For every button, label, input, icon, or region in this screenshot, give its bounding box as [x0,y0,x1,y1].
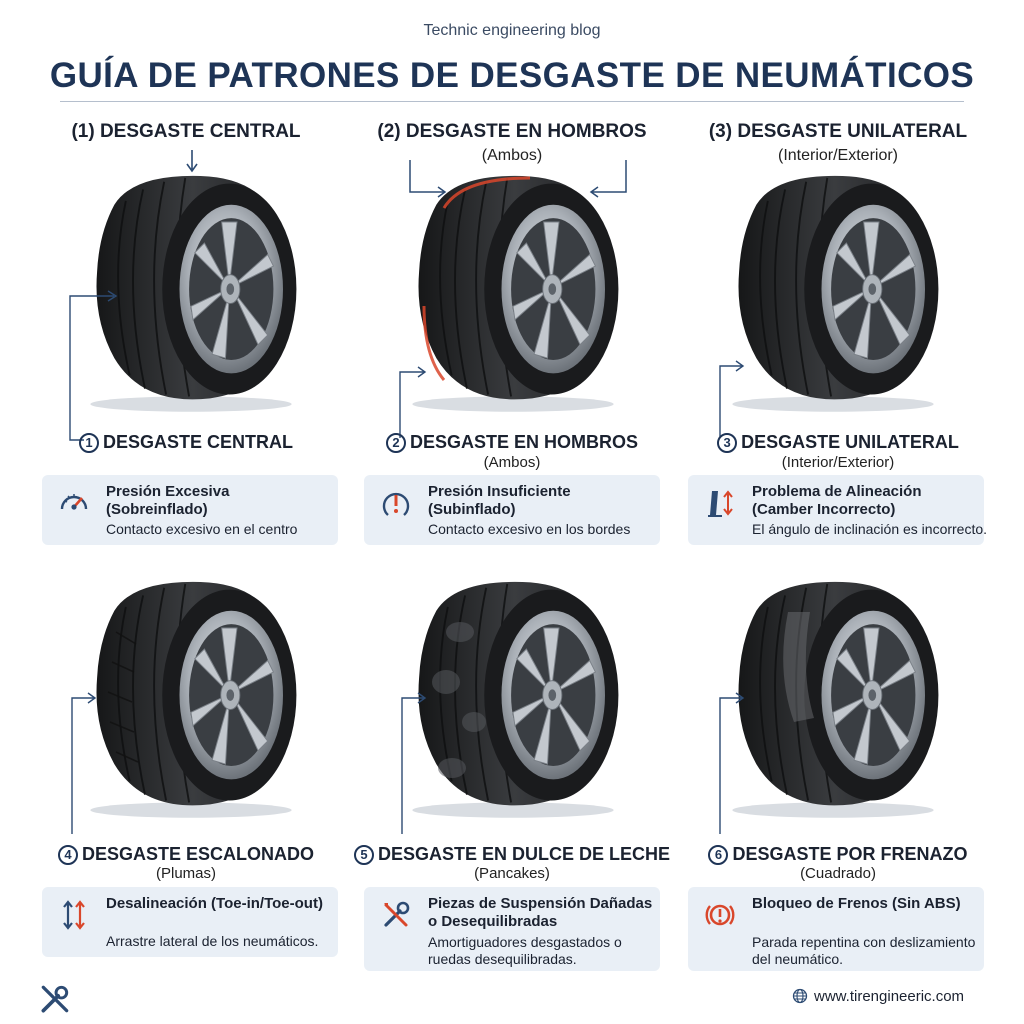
pointer-line-icon [64,288,124,448]
wrench-screwdriver-icon [380,899,412,931]
pattern-6-description: Parada repentina con deslizamiento del neumático. [752,934,976,967]
pattern-3-cause: Problema de Alineación (Camber Incorrecto) [752,483,922,518]
pattern-1-cause: Presión Excesiva (Sobreinflado) [106,483,230,518]
pattern-1-number: 1 [79,433,99,453]
pattern-2-description: Contacto excesivo en los bordes [428,521,631,537]
pattern-1-label [26,431,346,453]
footer-website[interactable] [792,988,964,1005]
pointer-line-icon [64,690,104,840]
tire-image-feathering-wear [76,572,306,822]
pattern-1-cause-card [42,475,338,545]
pattern-6-number: 6 [708,845,728,865]
pattern-5-cause-card [364,887,660,971]
pattern-2-label-text: DESGASTE EN HOMBROS [409,432,639,452]
pattern-4-cause: Desalineación (Toe-in/Toe-out) [106,895,323,912]
pattern-2-number: 2 [386,433,406,453]
pointer-line-icon [712,690,752,840]
pattern-5-number: 5 [354,845,374,865]
pattern-2-cause: Presión Insuficiente (Subinflado) [428,483,571,518]
camber-icon [704,487,736,519]
pattern-3-top-label: (3) DESGASTE UNILATERAL [708,121,968,142]
tire-image-one-sided-wear [718,166,948,416]
pattern-4-label-text: DESGASTE ESCALONADO [81,844,315,864]
footer-url-text: www.tirengineeric.com [814,988,965,1005]
pattern-2-cause-card [364,475,660,545]
pattern-3-sub: (Interior/Exterior) [781,454,895,471]
pattern-6-label-text: DESGASTE POR FRENAZO [732,844,968,864]
tools-icon [38,982,72,1016]
pattern-3-top-sub: (Interior/Exterior) [777,147,899,164]
pattern-5-sub: (Pancakes) [474,865,550,882]
pattern-2-top-sub: (Ambos) [481,147,543,164]
tire-pressure-warning-icon [380,487,412,519]
pattern-6-sub: (Cuadrado) [800,865,876,882]
blog-name: Technic engineering blog [423,22,601,39]
pattern-6-label [678,843,998,865]
pattern-4-description: Arrastre lateral de los neumáticos. [106,933,319,949]
pattern-4-label [26,843,346,865]
toe-arrows-icon [58,899,90,931]
pattern-5-label-text: DESGASTE EN DULCE DE LECHE [377,844,671,864]
brake-warning-icon [704,899,736,931]
pattern-2-sub: (Ambos) [483,454,541,471]
pattern-3-number: 3 [717,433,737,453]
pattern-3-cause-card [688,475,988,545]
page-title: GUÍA DE PATRONES DE DESGASTE DE NEUMÁTICOS [49,56,975,95]
tire-image-flat-spot-wear [718,572,948,822]
gauge-icon [58,487,90,519]
pattern-3-label [678,431,998,453]
pattern-3-label-text: DESGASTE UNILATERAL [741,432,959,452]
pattern-5-cause: Piezas de Suspensión Dañadas o Desequilibradas [428,895,653,930]
pattern-4-cause-card [42,887,338,957]
pattern-6-cause: Bloqueo de Frenos (Sin ABS) [752,895,961,912]
pattern-3-description: El ángulo de inclinación es incorrecto. [752,521,988,537]
pattern-4-sub: (Plumas) [155,865,216,882]
pattern-1-label-text: DESGASTE CENTRAL [102,432,293,452]
title-divider [60,101,964,102]
pattern-2-label [352,431,672,453]
pattern-5-label [352,843,672,865]
pointer-line-icon [394,690,434,840]
pattern-5-description: Amortiguadores desgastados o ruedas desequilibradas. [428,934,622,967]
pattern-4-number: 4 [58,845,78,865]
globe-icon [792,988,808,1004]
pattern-1-description: Contacto excesivo en el centro [106,521,298,537]
pattern-2-top-label: (2) DESGASTE EN HOMBROS [377,121,647,142]
pattern-1-top-label: (1) DESGASTE CENTRAL [71,121,301,142]
pattern-6-cause-card [688,887,984,971]
